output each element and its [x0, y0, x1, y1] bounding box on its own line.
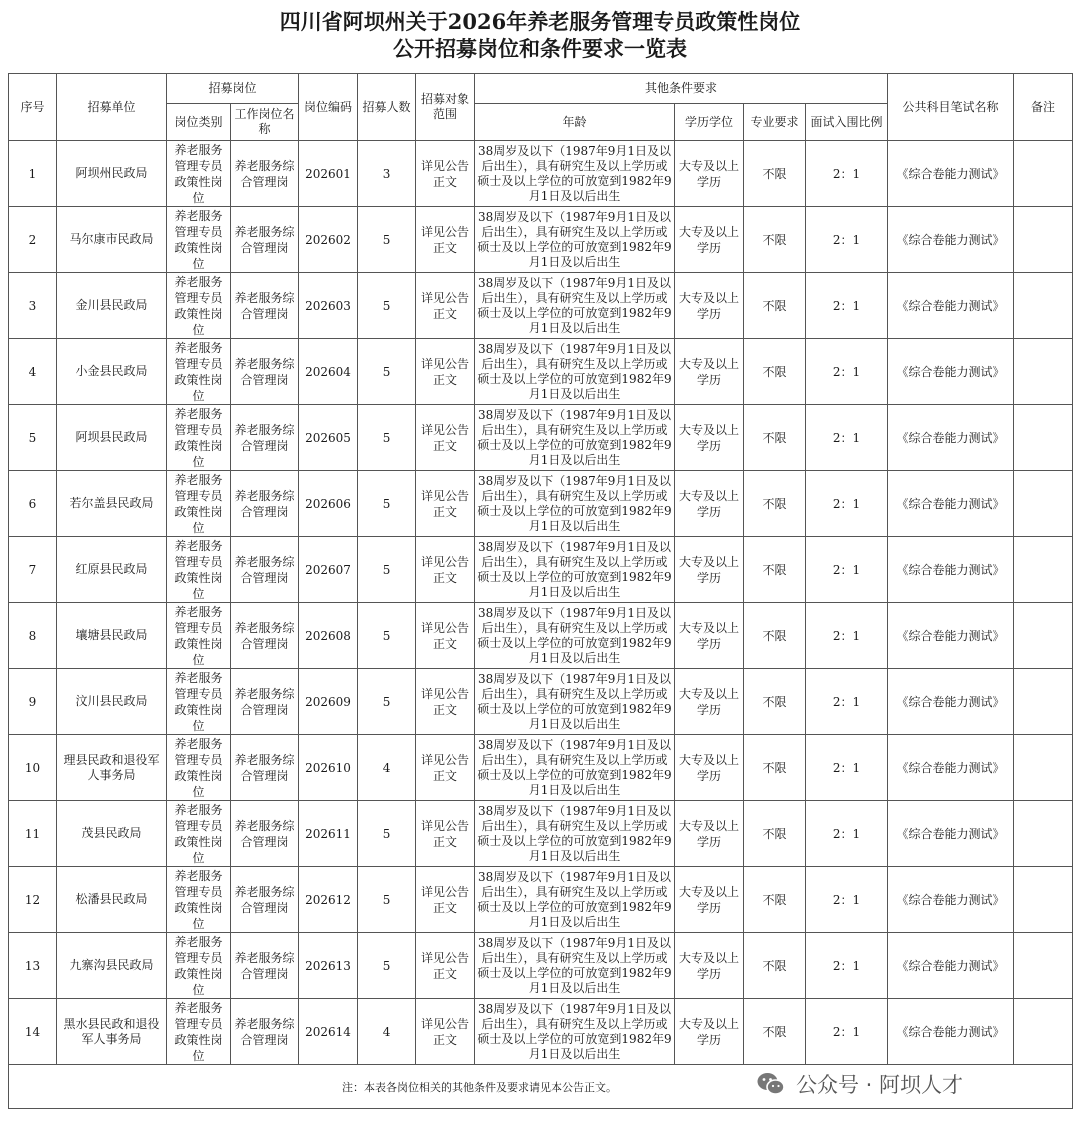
cell-major: 不限	[744, 867, 806, 933]
cell-education: 大专及以上学历	[675, 273, 744, 339]
cell-post-code: 202608	[299, 603, 358, 669]
cell-major: 不限	[744, 999, 806, 1065]
cell-ratio: 2：1	[806, 735, 888, 801]
cell-ratio: 2：1	[806, 405, 888, 471]
cell-post-name: 养老服务综合管理岗	[231, 471, 299, 537]
header-seq: 序号	[9, 74, 57, 141]
cell-seq: 1	[9, 141, 57, 207]
cell-major: 不限	[744, 405, 806, 471]
cell-age: 38周岁及以下（1987年9月1日及以后出生），具有研究生及以上学历或硕士及以上学位的可放宽到1982年9月1日及以后出生	[475, 537, 675, 603]
cell-remark	[1014, 141, 1073, 207]
cell-major: 不限	[744, 207, 806, 273]
cell-age: 38周岁及以下（1987年9月1日及以后出生），具有研究生及以上学历或硕士及以上学位的可放宽到1982年9月1日及以后出生	[475, 801, 675, 867]
cell-age: 38周岁及以下（1987年9月1日及以后出生），具有研究生及以上学历或硕士及以上学位的可放宽到1982年9月1日及以后出生	[475, 999, 675, 1065]
table-row	[9, 933, 1073, 999]
cell-seq: 13	[9, 933, 57, 999]
cell-major: 不限	[744, 801, 806, 867]
cell-count: 5	[358, 207, 416, 273]
cell-post-category: 养老服务管理专员政策性岗位	[167, 801, 231, 867]
cell-ratio: 2：1	[806, 141, 888, 207]
cell-unit: 黑水县民政和退役军人事务局	[57, 999, 167, 1065]
cell-exam: 《综合卷能力测试》	[888, 405, 1014, 471]
header-post-category: 岗位类别	[167, 104, 231, 141]
cell-count: 5	[358, 471, 416, 537]
cell-post-code: 202607	[299, 537, 358, 603]
cell-age: 38周岁及以下（1987年9月1日及以后出生），具有研究生及以上学历或硕士及以上学位的可放宽到1982年9月1日及以后出生	[475, 207, 675, 273]
cell-ratio: 2：1	[806, 669, 888, 735]
cell-post-name: 养老服务综合管理岗	[231, 867, 299, 933]
cell-ratio: 2：1	[806, 207, 888, 273]
cell-exam: 《综合卷能力测试》	[888, 339, 1014, 405]
cell-major: 不限	[744, 273, 806, 339]
cell-count: 5	[358, 339, 416, 405]
table-row	[9, 537, 1073, 603]
cell-unit: 壤塘县民政局	[57, 603, 167, 669]
cell-post-name: 养老服务综合管理岗	[231, 405, 299, 471]
cell-seq: 5	[9, 405, 57, 471]
cell-post-name: 养老服务综合管理岗	[231, 735, 299, 801]
header-count: 招募人数	[358, 74, 416, 141]
cell-age: 38周岁及以下（1987年9月1日及以后出生），具有研究生及以上学历或硕士及以上学位的可放宽到1982年9月1日及以后出生	[475, 273, 675, 339]
cell-seq: 9	[9, 669, 57, 735]
cell-post-name: 养老服务综合管理岗	[231, 273, 299, 339]
cell-post-name: 养老服务综合管理岗	[231, 141, 299, 207]
cell-exam: 《综合卷能力测试》	[888, 933, 1014, 999]
cell-exam: 《综合卷能力测试》	[888, 603, 1014, 669]
cell-scope: 详见公告正文	[416, 867, 475, 933]
cell-education: 大专及以上学历	[675, 867, 744, 933]
cell-exam: 《综合卷能力测试》	[888, 801, 1014, 867]
cell-age: 38周岁及以下（1987年9月1日及以后出生），具有研究生及以上学历或硕士及以上学位的可放宽到1982年9月1日及以后出生	[475, 669, 675, 735]
cell-education: 大专及以上学历	[675, 933, 744, 999]
cell-count: 5	[358, 537, 416, 603]
cell-count: 5	[358, 867, 416, 933]
table-row	[9, 735, 1073, 801]
cell-post-category: 养老服务管理专员政策性岗位	[167, 141, 231, 207]
table-row	[9, 603, 1073, 669]
cell-age: 38周岁及以下（1987年9月1日及以后出生），具有研究生及以上学历或硕士及以上学位的可放宽到1982年9月1日及以后出生	[475, 933, 675, 999]
cell-post-code: 202613	[299, 933, 358, 999]
header-post-code: 岗位编码	[299, 74, 358, 141]
cell-education: 大专及以上学历	[675, 471, 744, 537]
cell-post-name: 养老服务综合管理岗	[231, 339, 299, 405]
cell-remark	[1014, 471, 1073, 537]
header-unit: 招募单位	[57, 74, 167, 141]
cell-post-name: 养老服务综合管理岗	[231, 801, 299, 867]
cell-ratio: 2：1	[806, 273, 888, 339]
cell-seq: 3	[9, 273, 57, 339]
cell-seq: 2	[9, 207, 57, 273]
table-body	[9, 141, 1073, 1065]
cell-seq: 8	[9, 603, 57, 669]
cell-education: 大专及以上学历	[675, 405, 744, 471]
cell-post-name: 养老服务综合管理岗	[231, 669, 299, 735]
cell-education: 大专及以上学历	[675, 339, 744, 405]
cell-exam: 《综合卷能力测试》	[888, 669, 1014, 735]
cell-scope: 详见公告正文	[416, 603, 475, 669]
header-exam: 公共科目笔试名称	[888, 74, 1014, 141]
cell-post-category: 养老服务管理专员政策性岗位	[167, 933, 231, 999]
cell-education: 大专及以上学历	[675, 669, 744, 735]
cell-count: 5	[358, 669, 416, 735]
cell-post-category: 养老服务管理专员政策性岗位	[167, 603, 231, 669]
cell-unit: 理县民政和退役军人事务局	[57, 735, 167, 801]
cell-count: 5	[358, 933, 416, 999]
cell-ratio: 2：1	[806, 603, 888, 669]
header-age: 年龄	[475, 104, 675, 141]
cell-scope: 详见公告正文	[416, 273, 475, 339]
cell-post-code: 202602	[299, 207, 358, 273]
cell-count: 4	[358, 999, 416, 1065]
cell-unit: 汶川县民政局	[57, 669, 167, 735]
cell-ratio: 2：1	[806, 999, 888, 1065]
cell-seq: 11	[9, 801, 57, 867]
cell-education: 大专及以上学历	[675, 603, 744, 669]
cell-remark	[1014, 207, 1073, 273]
cell-scope: 详见公告正文	[416, 537, 475, 603]
cell-scope: 详见公告正文	[416, 933, 475, 999]
cell-ratio: 2：1	[806, 867, 888, 933]
table-row	[9, 405, 1073, 471]
cell-unit: 松潘县民政局	[57, 867, 167, 933]
cell-education: 大专及以上学历	[675, 537, 744, 603]
cell-exam: 《综合卷能力测试》	[888, 735, 1014, 801]
cell-unit: 金川县民政局	[57, 273, 167, 339]
cell-age: 38周岁及以下（1987年9月1日及以后出生），具有研究生及以上学历或硕士及以上学位的可放宽到1982年9月1日及以后出生	[475, 735, 675, 801]
cell-remark	[1014, 273, 1073, 339]
cell-seq: 4	[9, 339, 57, 405]
cell-post-code: 202601	[299, 141, 358, 207]
table-row	[9, 669, 1073, 735]
cell-post-category: 养老服务管理专员政策性岗位	[167, 471, 231, 537]
cell-exam: 《综合卷能力测试》	[888, 273, 1014, 339]
cell-age: 38周岁及以下（1987年9月1日及以后出生），具有研究生及以上学历或硕士及以上学位的可放宽到1982年9月1日及以后出生	[475, 867, 675, 933]
cell-seq: 7	[9, 537, 57, 603]
watermark-text: 公众号 · 阿坝人才	[796, 1073, 964, 1097]
cell-major: 不限	[744, 735, 806, 801]
cell-age: 38周岁及以下（1987年9月1日及以后出生），具有研究生及以上学历或硕士及以上学位的可放宽到1982年9月1日及以后出生	[475, 471, 675, 537]
cell-scope: 详见公告正文	[416, 735, 475, 801]
cell-ratio: 2：1	[806, 933, 888, 999]
cell-seq: 10	[9, 735, 57, 801]
cell-count: 3	[358, 141, 416, 207]
cell-major: 不限	[744, 141, 806, 207]
cell-age: 38周岁及以下（1987年9月1日及以后出生），具有研究生及以上学历或硕士及以上学位的可放宽到1982年9月1日及以后出生	[475, 405, 675, 471]
cell-unit: 小金县民政局	[57, 339, 167, 405]
table-row	[9, 339, 1073, 405]
cell-post-code: 202604	[299, 339, 358, 405]
cell-unit: 红原县民政局	[57, 537, 167, 603]
cell-unit: 阿坝州民政局	[57, 141, 167, 207]
cell-scope: 详见公告正文	[416, 999, 475, 1065]
recruitment-table	[8, 73, 1073, 1109]
cell-age: 38周岁及以下（1987年9月1日及以后出生），具有研究生及以上学历或硕士及以上学位的可放宽到1982年9月1日及以后出生	[475, 603, 675, 669]
cell-post-name: 养老服务综合管理岗	[231, 207, 299, 273]
cell-remark	[1014, 933, 1073, 999]
table-row	[9, 273, 1073, 339]
cell-exam: 《综合卷能力测试》	[888, 867, 1014, 933]
header-remark: 备注	[1014, 74, 1073, 141]
cell-remark	[1014, 405, 1073, 471]
cell-scope: 详见公告正文	[416, 339, 475, 405]
cell-post-category: 养老服务管理专员政策性岗位	[167, 273, 231, 339]
header-education: 学历学位	[675, 104, 744, 141]
cell-post-code: 202610	[299, 735, 358, 801]
table-row	[9, 999, 1073, 1065]
cell-post-name: 养老服务综合管理岗	[231, 933, 299, 999]
cell-ratio: 2：1	[806, 471, 888, 537]
cell-post-category: 养老服务管理专员政策性岗位	[167, 669, 231, 735]
cell-major: 不限	[744, 339, 806, 405]
document-title	[0, 8, 1080, 62]
cell-post-category: 养老服务管理专员政策性岗位	[167, 735, 231, 801]
cell-post-category: 养老服务管理专员政策性岗位	[167, 867, 231, 933]
cell-count: 5	[358, 801, 416, 867]
cell-seq: 14	[9, 999, 57, 1065]
cell-remark	[1014, 735, 1073, 801]
cell-post-category: 养老服务管理专员政策性岗位	[167, 537, 231, 603]
cell-age: 38周岁及以下（1987年9月1日及以后出生），具有研究生及以上学历或硕士及以上学位的可放宽到1982年9月1日及以后出生	[475, 141, 675, 207]
watermark	[756, 1068, 963, 1100]
header-scope: 招募对象范围	[416, 74, 475, 141]
cell-post-code: 202612	[299, 867, 358, 933]
cell-seq: 12	[9, 867, 57, 933]
wechat-icon	[756, 1071, 786, 1097]
table-row	[9, 471, 1073, 537]
cell-post-name: 养老服务综合管理岗	[231, 537, 299, 603]
table-row	[9, 207, 1073, 273]
cell-scope: 详见公告正文	[416, 669, 475, 735]
cell-remark	[1014, 669, 1073, 735]
cell-unit: 阿坝县民政局	[57, 405, 167, 471]
table-row	[9, 801, 1073, 867]
cell-count: 5	[358, 273, 416, 339]
cell-education: 大专及以上学历	[675, 141, 744, 207]
cell-unit: 若尔盖县民政局	[57, 471, 167, 537]
cell-remark	[1014, 603, 1073, 669]
cell-remark	[1014, 339, 1073, 405]
cell-post-category: 养老服务管理专员政策性岗位	[167, 999, 231, 1065]
cell-scope: 详见公告正文	[416, 207, 475, 273]
cell-remark	[1014, 999, 1073, 1065]
cell-age: 38周岁及以下（1987年9月1日及以后出生），具有研究生及以上学历或硕士及以上学位的可放宽到1982年9月1日及以后出生	[475, 339, 675, 405]
cell-major: 不限	[744, 933, 806, 999]
cell-scope: 详见公告正文	[416, 801, 475, 867]
cell-exam: 《综合卷能力测试》	[888, 141, 1014, 207]
cell-post-code: 202614	[299, 999, 358, 1065]
cell-unit: 茂县民政局	[57, 801, 167, 867]
cell-education: 大专及以上学历	[675, 207, 744, 273]
cell-exam: 《综合卷能力测试》	[888, 537, 1014, 603]
cell-count: 5	[358, 405, 416, 471]
table-note: 注：本表各岗位相关的其他条件及要求请见本公告正文。	[342, 1080, 618, 1094]
cell-post-name: 养老服务综合管理岗	[231, 999, 299, 1065]
cell-ratio: 2：1	[806, 537, 888, 603]
cell-major: 不限	[744, 603, 806, 669]
cell-education: 大专及以上学历	[675, 801, 744, 867]
cell-post-category: 养老服务管理专员政策性岗位	[167, 339, 231, 405]
cell-post-code: 202609	[299, 669, 358, 735]
cell-post-category: 养老服务管理专员政策性岗位	[167, 207, 231, 273]
cell-major: 不限	[744, 669, 806, 735]
table-row	[9, 141, 1073, 207]
cell-scope: 详见公告正文	[416, 405, 475, 471]
cell-exam: 《综合卷能力测试》	[888, 999, 1014, 1065]
cell-exam: 《综合卷能力测试》	[888, 207, 1014, 273]
cell-remark	[1014, 867, 1073, 933]
cell-seq: 6	[9, 471, 57, 537]
cell-post-code: 202605	[299, 405, 358, 471]
cell-post-code: 202611	[299, 801, 358, 867]
table-row	[9, 867, 1073, 933]
header-post-name: 工作岗位名称	[231, 104, 299, 141]
cell-education: 大专及以上学历	[675, 735, 744, 801]
header-post-group: 招募岗位	[167, 74, 299, 104]
cell-major: 不限	[744, 537, 806, 603]
cell-ratio: 2：1	[806, 801, 888, 867]
cell-post-category: 养老服务管理专员政策性岗位	[167, 405, 231, 471]
cell-remark	[1014, 801, 1073, 867]
cell-count: 5	[358, 603, 416, 669]
cell-exam: 《综合卷能力测试》	[888, 471, 1014, 537]
cell-count: 4	[358, 735, 416, 801]
cell-unit: 九寨沟县民政局	[57, 933, 167, 999]
cell-major: 不限	[744, 471, 806, 537]
cell-post-code: 202603	[299, 273, 358, 339]
cell-remark	[1014, 537, 1073, 603]
cell-unit: 马尔康市民政局	[57, 207, 167, 273]
cell-post-code: 202606	[299, 471, 358, 537]
cell-scope: 详见公告正文	[416, 141, 475, 207]
header-other-group: 其他条件要求	[475, 74, 888, 104]
cell-education: 大专及以上学历	[675, 999, 744, 1065]
cell-ratio: 2：1	[806, 339, 888, 405]
header-ratio: 面试入围比例	[806, 104, 888, 141]
cell-scope: 详见公告正文	[416, 471, 475, 537]
title-line-1: 四川省阿坝州关于2026年养老服务管理专员政策性岗位	[279, 9, 801, 34]
cell-post-name: 养老服务综合管理岗	[231, 603, 299, 669]
title-line-2: 公开招募岗位和条件要求一览表	[393, 36, 687, 61]
header-major: 专业要求	[744, 104, 806, 141]
